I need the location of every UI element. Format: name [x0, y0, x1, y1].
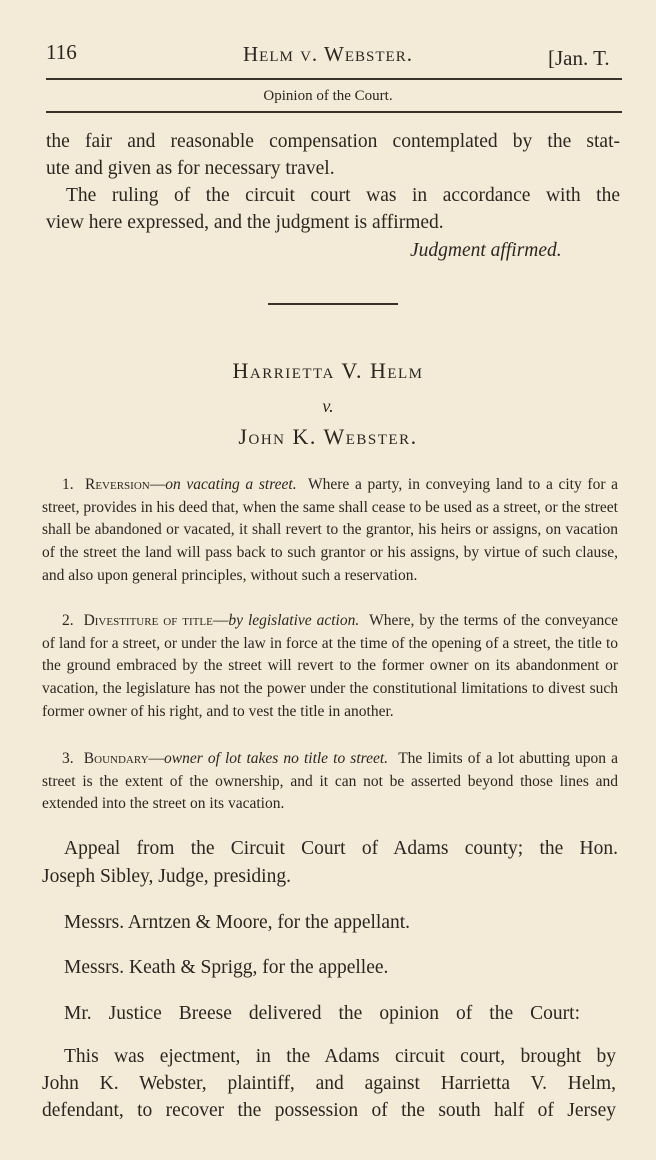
header-rule-top [46, 78, 622, 80]
headnote-topic: Boundary [83, 750, 149, 767]
case-defendant: John K. Webster. [238, 424, 418, 449]
running-title: Helm v. Webster. [243, 42, 413, 66]
headnote-number: 3. [62, 750, 74, 767]
headnote-text: Where a party, in conveying land to a city for a street, provides in his deed that, when the same shall cease to be used as a street, or the street shall be abandoned or vacated, it shall revert to the grantor, his heirs or assigns, on vacation of the street the land will pass back to such grantor or his assigns, by virtue of such clause, and also upon general principles, without such a reservation. [42, 476, 619, 584]
headnote-subtopic: owner of lot takes no title to street. [164, 750, 389, 767]
opinion-intro: Mr. Justice Breese delivered the opinion of the Court: [64, 1003, 580, 1024]
headnote-subtopic: by legislative action. [228, 612, 360, 629]
term-label: [Jan. T. [548, 46, 610, 70]
header-rule-bottom [46, 111, 622, 113]
opinion-line: defendant, to recover the possession of the south half of Jersey [42, 1100, 616, 1121]
headnote-text: The limits of a lot abutting upon a street is the extent of the ownership, and it can not be asserted beyond those lines and extended into the street on its vacation. [42, 750, 619, 813]
text-line: The ruling of the circuit court was in accordance with the [66, 185, 620, 206]
headnote-number: 1. [62, 476, 74, 493]
counsel-appellee: Messrs. Keath & Sprigg, for the appellee. [64, 957, 389, 978]
appeal-line: Appeal from the Circuit Court of Adams county; the Hon. [64, 838, 618, 859]
appeal-line: Joseph Sibley, Judge, presiding. [42, 866, 291, 887]
headnote-3: 3. Boundary—owner of lot takes no title to street. The limits of a lot abutting upon a street is the extent of the ownership, and it can not be asserted beyond those lines and extended into the street on its vacation. [42, 750, 619, 813]
opinion-line: John K. Webster, plaintiff, and against Harrietta V. Helm, [42, 1073, 616, 1094]
judgment-disposition: Judgment affirmed. [410, 240, 562, 261]
headnote-topic: Reversion [84, 476, 150, 493]
page-number: 116 [46, 40, 77, 64]
text-line: the fair and reasonable compensation contemplated by the stat- [46, 131, 620, 152]
headnote-topic: Divestiture of title [83, 612, 213, 629]
headnote-text: Where, by the terms of the conveyance of land for a street, or under the law in force at the time of the opening of a street, the title to the ground embraced by the street will revert to the former owner on its abandonment or vacation, the legislature has not the power under the constitutional limitations to divest such former owner of his right, and to vest the title in another. [42, 612, 619, 720]
section-subheading: Opinion of the Court. [263, 88, 393, 104]
text-line: ute and given as for necessary travel. [46, 158, 335, 179]
headnote-1: 1. Reversion—on vacating a street. Where a party, in conveying land to a city for a street, provides in his deed that, when the same shall cease to be used as a street, or the street shall be abandoned or vacated, it shall revert to the grantor, his heirs or assigns, on vacation of the street the land will pass back to such grantor or his assigns, by virtue of such clause, and also upon general principles, without such a reservation. [42, 476, 619, 584]
headnote-2: 2. Divestiture of title—by legislative action. Where, by the terms of the conveyance of land for a street, or under the law in force at the time of the opening of a street, the title to the ground embraced by the street will revert to the former owner on its abandonment or vacation, the legislature has not the power under the constitutional limitations to divest such former owner of his right, and to vest the title in another. [42, 612, 619, 720]
case-plaintiff: Harrietta V. Helm [232, 358, 424, 383]
headnote-subtopic: on vacating a street. [165, 476, 297, 493]
opinion-line: This was ejectment, in the Adams circuit court, brought by [64, 1046, 616, 1067]
section-divider [268, 303, 398, 305]
counsel-appellant: Messrs. Arntzen & Moore, for the appellant. [64, 912, 411, 933]
headnote-number: 2. [62, 612, 74, 629]
case-versus: v. [322, 396, 334, 416]
text-line: view here expressed, and the judgment is affirmed. [46, 212, 444, 233]
